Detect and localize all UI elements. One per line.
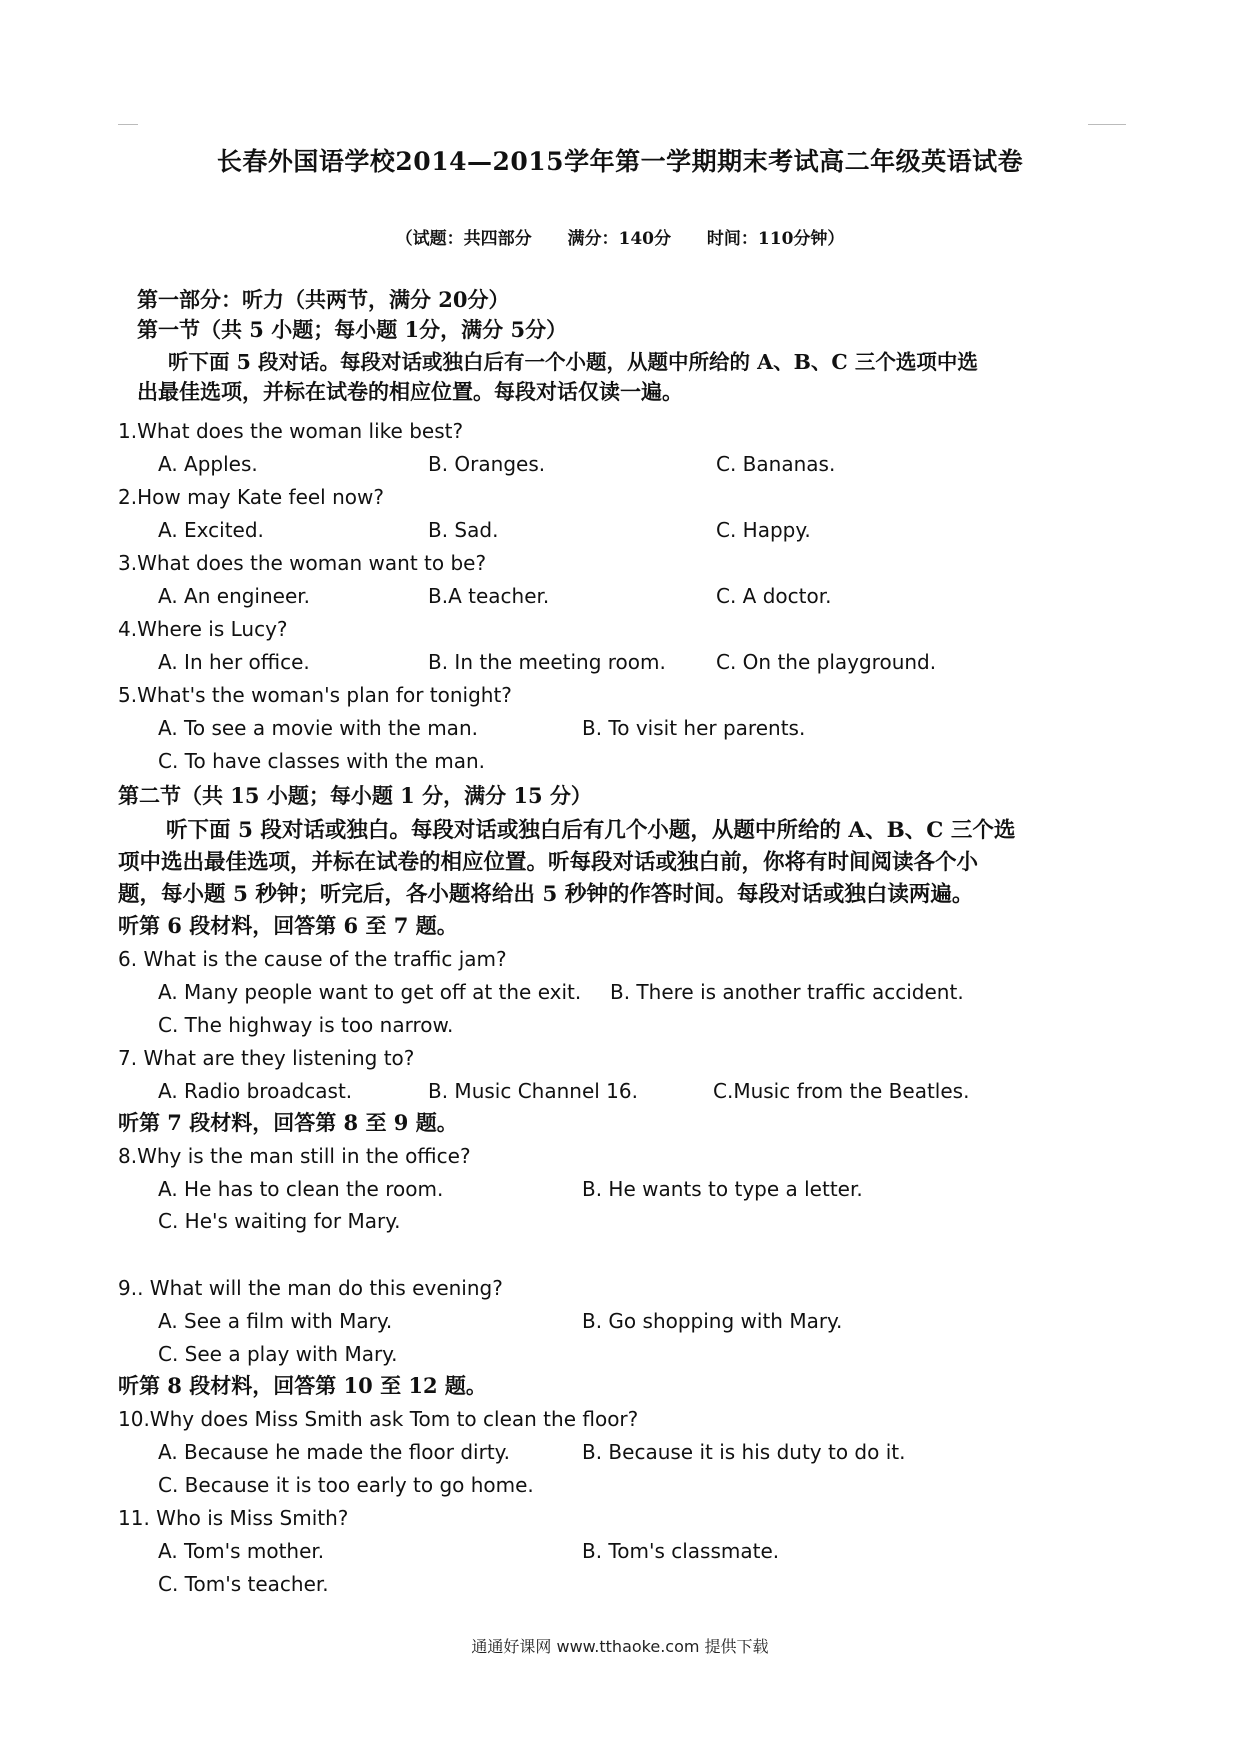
question-5-option-b: B. To visit her parents. <box>582 716 806 740</box>
question-2-option-b: B. Sad. <box>428 518 499 542</box>
question-11-option-a: A. Tom's mother. <box>158 1539 325 1563</box>
footer-source: 通通好课网 www.tthaoke.com 提供下载 <box>471 1637 769 1656</box>
question-4-option-c: C. On the playground. <box>716 650 937 674</box>
section2-heading: 第二节（共 15 小题；每小题 1 分，满分 15 分） <box>118 783 592 808</box>
section1-instructions-line1: 听下面 5 段对话。每段对话或独白后有一个小题，从题中所给的 A、B、C 三个选项中选 <box>168 350 978 374</box>
question-1-option-c: C. Bananas. <box>716 452 836 476</box>
question-11: 11. Who is Miss Smith? <box>118 1506 349 1530</box>
material-8-heading: 听第 8 段材料，回答第 10 至 12 题。 <box>118 1373 487 1398</box>
question-7: 7. What are they listening to? <box>118 1046 415 1070</box>
material-6-heading: 听第 6 段材料，回答第 6 至 7 题。 <box>118 913 458 938</box>
question-5: 5.What's the woman's plan for tonight? <box>118 683 512 707</box>
question-1-option-a: A. Apples. <box>158 452 258 476</box>
section1-instructions-line2: 出最佳选项，并标在试卷的相应位置。每段对话仅读一遍。 <box>137 379 683 404</box>
question-8-option-b: B. He wants to type a letter. <box>582 1177 863 1201</box>
question-6-option-c: C. The highway is too narrow. <box>158 1013 454 1037</box>
section2-instructions-line2: 项中选出最佳选项，并标在试卷的相应位置。听每段对话或独白前，你将有时间阅读各个小 <box>118 850 979 875</box>
question-5-option-c: C. To have classes with the man. <box>158 749 485 773</box>
question-3: 3.What does the woman want to be? <box>118 551 487 575</box>
question-4: 4.Where is Lucy? <box>118 617 288 641</box>
question-9-option-a: A. See a film with Mary. <box>158 1309 393 1333</box>
corner-mark-left <box>118 124 138 125</box>
question-9: 9.. What will the man do this evening? <box>118 1276 503 1300</box>
material-7-heading: 听第 7 段材料，回答第 8 至 9 题。 <box>118 1110 458 1135</box>
question-11-option-c: C. Tom's teacher. <box>158 1572 329 1596</box>
question-2-option-a: A. Excited. <box>158 518 264 542</box>
question-10-option-b: B. Because it is his duty to do it. <box>582 1440 906 1464</box>
question-10-option-a: A. Because he made the floor dirty. <box>158 1440 511 1464</box>
question-9-option-b: B. Go shopping with Mary. <box>582 1309 843 1333</box>
question-2-option-c: C. Happy. <box>716 518 811 542</box>
question-3-option-b: B.A teacher. <box>428 584 550 608</box>
question-11-option-b: B. Tom's classmate. <box>582 1539 780 1563</box>
question-2: 2.How may Kate feel now? <box>118 485 384 509</box>
question-9-option-c: C. See a play with Mary. <box>158 1342 398 1366</box>
question-10-option-c: C. Because it is too early to go home. <box>158 1473 534 1497</box>
question-5-option-a: A. To see a movie with the man. <box>158 716 478 740</box>
question-1: 1.What does the woman like best? <box>118 419 464 443</box>
question-3-option-a: A. An engineer. <box>158 584 311 608</box>
question-6: 6. What is the cause of the traffic jam? <box>118 947 507 971</box>
question-4-option-b: B. In the meeting room. <box>428 650 666 674</box>
question-7-option-a: A. Radio broadcast. <box>158 1079 353 1103</box>
question-10: 10.Why does Miss Smith ask Tom to clean the floor? <box>118 1407 639 1431</box>
exam-title: 长春外国语学校2014—2015学年第一学期期末考试高二年级英语试卷 <box>216 147 1024 176</box>
question-7-option-c: C.Music from the Beatles. <box>713 1079 970 1103</box>
question-8-option-a: A. He has to clean the room. <box>158 1177 444 1201</box>
question-6-option-a: A. Many people want to get off at the exit. <box>158 980 582 1004</box>
section1-heading: 第一节（共 5 小题；每小题 1分，满分 5分） <box>137 317 568 342</box>
question-7-option-b: B. Music Channel 16. <box>428 1079 638 1103</box>
section2-instructions-line1: 听下面 5 段对话或独白。每段对话或独白后有几个小题，从题中所给的 A、B、C 三个选 <box>166 818 1016 843</box>
question-4-option-a: A. In her office. <box>158 650 310 674</box>
question-3-option-c: C. A doctor. <box>716 584 832 608</box>
question-1-option-b: B. Oranges. <box>428 452 546 476</box>
question-8-option-c: C. He's waiting for Mary. <box>158 1209 401 1233</box>
exam-subtitle: （试题：共四部分 满分：140分 时间：110分钟） <box>395 229 845 249</box>
corner-mark-right <box>1088 124 1126 125</box>
question-8: 8.Why is the man still in the office? <box>118 1144 471 1168</box>
question-6-option-b: B. There is another traffic accident. <box>610 980 964 1004</box>
section2-instructions-line3: 题，每小题 5 秒钟；听完后，各小题将给出 5 秒钟的作答时间。每段对话或独白读两遍。 <box>118 882 974 907</box>
part1-heading: 第一部分：听力（共两节，满分 20分） <box>137 287 510 312</box>
